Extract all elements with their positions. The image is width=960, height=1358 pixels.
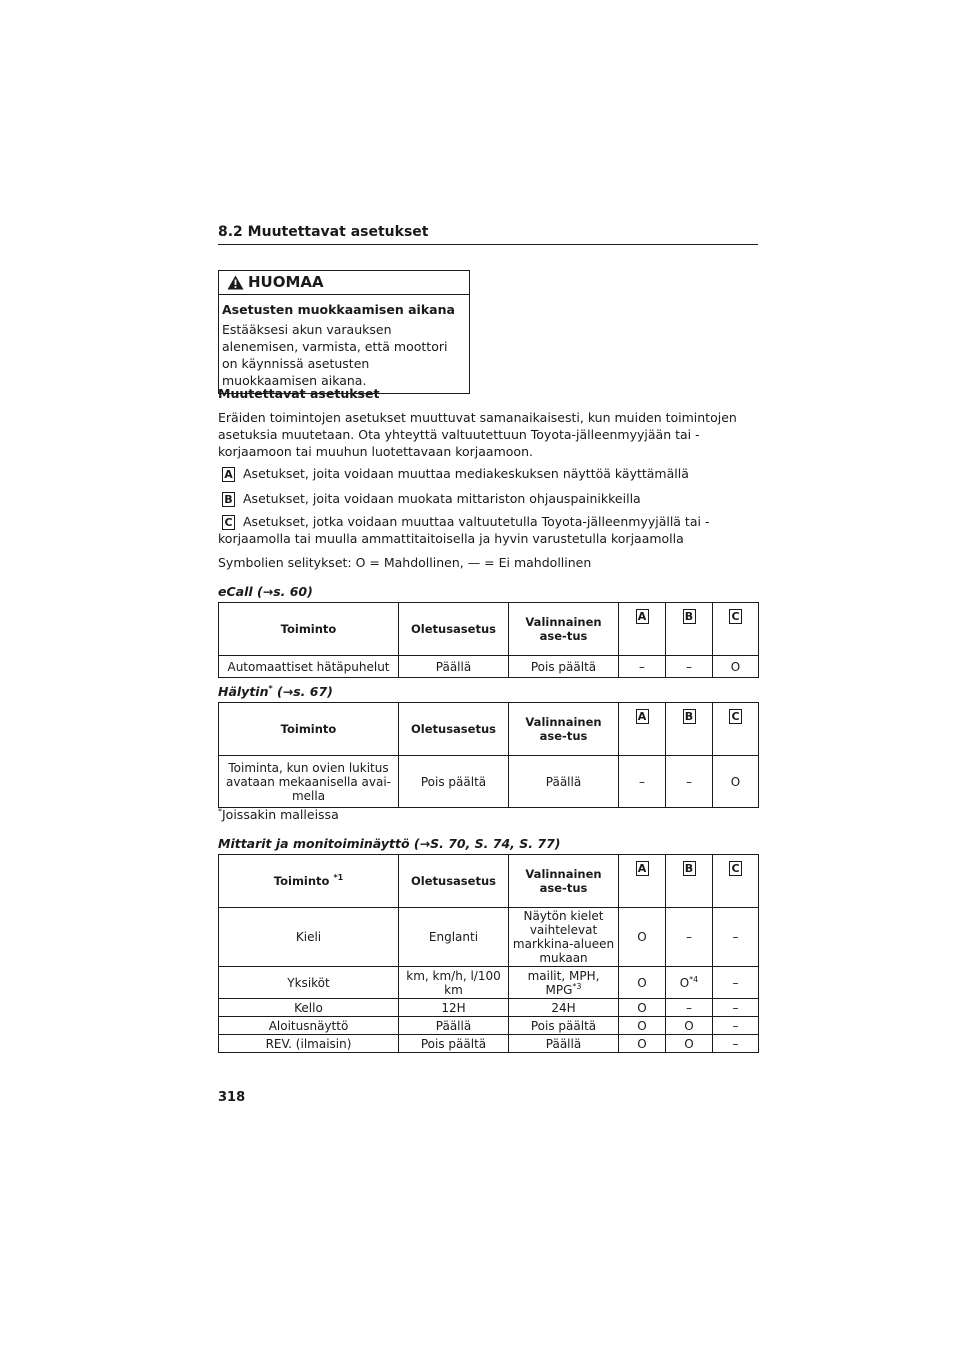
- alarm-table: [218, 702, 759, 808]
- cell-b: $O^{*4}$: [666, 967, 713, 999]
- cell-b: –: [666, 908, 713, 967]
- alarm-footnote: *Joissakin malleissa: [218, 806, 339, 822]
- cell-default: Päällä: [399, 656, 509, 678]
- notice-subtitle: Asetusten muokkaamisen aikana: [222, 302, 455, 317]
- ecall-table: [218, 602, 759, 678]
- cell-b: –: [666, 756, 713, 808]
- cell-a: O: [619, 999, 666, 1017]
- cell-c: –: [713, 908, 759, 967]
- cell-function: Kello: [219, 999, 399, 1017]
- cell-b: O: [666, 1035, 713, 1053]
- legend-a-text: Asetukset, joita voidaan muuttaa mediakeskuksen näyttöä käyttämällä: [243, 466, 689, 481]
- notice-header: [219, 271, 469, 295]
- cell-c: –: [713, 999, 759, 1017]
- cell-optional: mailit, MPH, MPG$^{*3}$: [509, 967, 619, 999]
- cell-c: O: [713, 656, 759, 678]
- header-default: Oletusasetus: [399, 603, 509, 656]
- table-header-row: [219, 855, 759, 908]
- alarm-title: Hälytin* (→s. 67): [218, 683, 333, 699]
- table-header-row: [219, 703, 759, 756]
- cell-default: km, km/h, l/100 km: [399, 967, 509, 999]
- warning-icon: [227, 275, 244, 290]
- table-row: [219, 967, 759, 999]
- table-row: [219, 999, 759, 1017]
- cell-function: Toiminta, kun ovien lukitus avataan mekaanisella avai-mella: [219, 756, 399, 808]
- header-optional: Valinnainen ase-tus: [509, 703, 619, 756]
- table-row: [219, 908, 759, 967]
- cell-optional: Päällä: [509, 1035, 619, 1053]
- header-default: Oletusasetus: [399, 855, 509, 908]
- header-b: B: [666, 703, 713, 756]
- cell-optional: 24H: [509, 999, 619, 1017]
- meters-title: Mittarit ja monitoiminäyttö (→S. 70, S. 74, S. 77): [218, 836, 561, 851]
- cell-a: O: [619, 1017, 666, 1035]
- symbols-legend: Symbolien selitykset: O = Mahdollinen, — = Ei mahdollinen: [218, 555, 592, 570]
- header-a: A: [619, 603, 666, 656]
- legend-c: [218, 513, 758, 547]
- cell-c: –: [713, 1035, 759, 1053]
- letter-c-box: C: [222, 515, 235, 530]
- cell-optional: Pois päältä: [509, 1017, 619, 1035]
- cell-a: O: [619, 967, 666, 999]
- table-header-row: [219, 603, 759, 656]
- legend-c-text: Asetukset, jotka voidaan muuttaa valtuutetulla Toyota-jälleenmyyjällä tai -korjaamolla tai muulla ammattitaitoisella ja hyvin varustetulla korjaamolla: [218, 514, 710, 546]
- notice-title: HUOMAA: [248, 273, 324, 291]
- header-default: Oletusasetus: [399, 703, 509, 756]
- page-number: 318: [218, 1090, 246, 1105]
- header-b: B: [666, 603, 713, 656]
- ecall-title: eCall (→s. 60): [218, 584, 313, 599]
- cell-function: Kieli: [219, 908, 399, 967]
- header-function: Toiminto $^{*1}$: [219, 855, 399, 908]
- cell-c: O: [713, 756, 759, 808]
- intro-text: Eräiden toimintojen asetukset muuttuvat samanaikaisesti, kun muiden toimintojen asetuksia muutetaan. Ota yhteyttä valtuutettuun Toyota-jälleenmyyjään tai -korjaamoon tai muuhun luotettavaan korjaamoon.: [218, 410, 737, 459]
- letter-b-box: B: [222, 492, 235, 507]
- header-optional: Valinnainen ase-tus: [509, 603, 619, 656]
- cell-c: –: [713, 967, 759, 999]
- notice-text: Estääksesi akun varauksen alenemisen, varmista, että moottori on käynnissä asetusten muokkaamisen aikana.: [222, 322, 448, 388]
- cell-b: –: [666, 656, 713, 678]
- cell-a: –: [619, 756, 666, 808]
- header-a: A: [619, 703, 666, 756]
- cell-a: O: [619, 1035, 666, 1053]
- cell-c: –: [713, 1017, 759, 1035]
- header-c: C: [713, 703, 759, 756]
- cell-function: Automaattiset hätäpuhelut: [219, 656, 399, 678]
- table-row: [219, 1017, 759, 1035]
- header-function: Toiminto: [219, 603, 399, 656]
- cell-optional: Näytön kielet vaihtelevat markkina-alueen mukaan: [509, 908, 619, 967]
- cell-default: Pois päältä: [399, 1035, 509, 1053]
- cell-default: 12H: [399, 999, 509, 1017]
- header-function: Toiminto: [219, 703, 399, 756]
- header-c: C: [713, 603, 759, 656]
- header-c: C: [713, 855, 759, 908]
- cell-optional: Pois päältä: [509, 656, 619, 678]
- table-row: [219, 1035, 759, 1053]
- cell-function: Yksiköt: [219, 967, 399, 999]
- legend-a: [218, 465, 758, 482]
- cell-a: O: [619, 908, 666, 967]
- cell-function: Aloitusnäyttö: [219, 1017, 399, 1035]
- notice-box: [218, 270, 470, 394]
- header-a: A: [619, 855, 666, 908]
- header-optional: Valinnainen ase-tus: [509, 855, 619, 908]
- cell-function: REV. (ilmaisin): [219, 1035, 399, 1053]
- meters-table: [218, 854, 759, 1053]
- header-b: B: [666, 855, 713, 908]
- cell-default: Päällä: [399, 1017, 509, 1035]
- letter-a-box: A: [222, 467, 235, 482]
- cell-a: –: [619, 656, 666, 678]
- cell-default: Englanti: [399, 908, 509, 967]
- legend-b-text: Asetukset, joita voidaan muokata mittariston ohjauspainikkeilla: [243, 491, 641, 506]
- cell-b: O: [666, 1017, 713, 1035]
- notice-body: [219, 295, 469, 393]
- cell-default: Pois päältä: [399, 756, 509, 808]
- cell-optional: Päällä: [509, 756, 619, 808]
- table-row: [219, 756, 759, 808]
- table-row: [219, 656, 759, 678]
- cell-b: –: [666, 999, 713, 1017]
- section-title: 8.2 Muutettavat asetukset: [218, 224, 758, 245]
- heading: Muutettavat asetukset: [218, 386, 380, 401]
- legend-b: [218, 490, 758, 507]
